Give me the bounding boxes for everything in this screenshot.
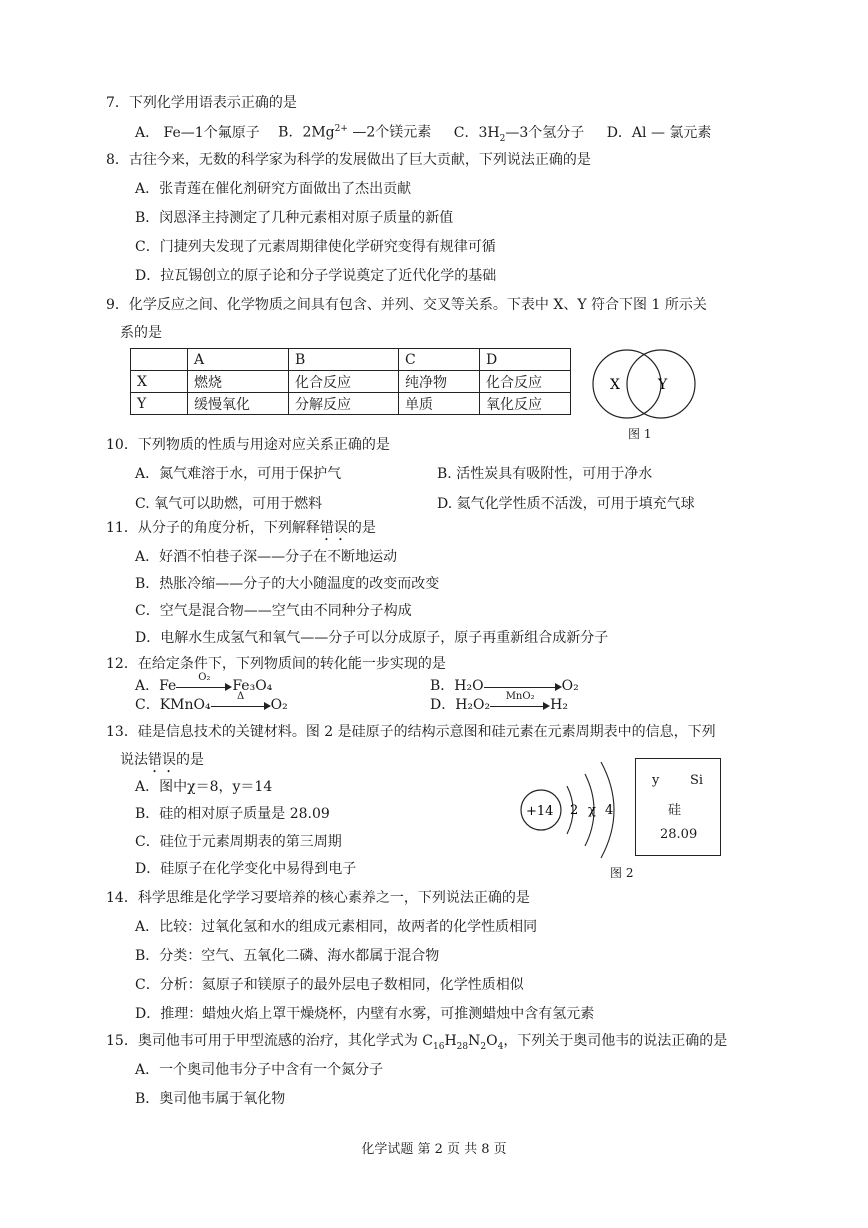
table-row	[131, 349, 571, 371]
table-cell: 单质	[399, 393, 480, 415]
venn-diagram	[585, 345, 705, 425]
q7-stem: 7．下列化学用语表示正确的是	[106, 95, 297, 111]
q10-option-d: D. 氦气化学性质不活泼，可用于填充气球	[437, 496, 695, 512]
shell-1-electrons: 2	[570, 803, 579, 818]
q12-option-c: C．KMnO₄ Δ O₂	[135, 691, 288, 713]
figure-2-caption: 图 2	[610, 866, 634, 880]
table-cell: 燃烧	[188, 371, 289, 393]
q7-options	[135, 119, 711, 148]
q10-option-a: A．氮气难溶于水，可用于保护气	[135, 466, 342, 482]
q8-option-a: A．张青莲在催化剂研究方面做出了杰出贡献	[135, 181, 412, 197]
q9-stem-line2: 系的是	[120, 325, 162, 341]
table-cell: 氧化反应	[480, 393, 571, 415]
table-cell: 分解反应	[289, 393, 399, 415]
shell-3-electrons: 4	[605, 803, 614, 818]
q10-option-c: C. 氧气可以助燃，可用于燃料	[135, 496, 323, 512]
q8-stem: 8．古往今来，无数的科学家为科学的发展做出了巨大贡献，下列说法正确的是	[106, 152, 591, 168]
table-row	[131, 371, 571, 393]
q14-option-b: B．分类：空气、五氧化二磷、海水都属于混合物	[135, 948, 440, 964]
table-cell: A	[188, 349, 289, 371]
reaction-arrow: Δ	[211, 698, 271, 712]
page-footer: 化学试题 第 2 页 共 8 页	[361, 1142, 507, 1157]
atomic-number: y	[652, 773, 660, 788]
table-row	[131, 393, 571, 415]
table-cell: 缓慢氧化	[188, 393, 289, 415]
q14-option-c: C．分析：氦原子和镁原子的最外层电子数相同，化学性质相似	[135, 977, 524, 993]
q13-option-b: B．硅的相对原子质量是 28.09	[135, 806, 330, 822]
q11-option-d: D．电解水生成氢气和氧气——分子可以分成原子，原子再重新组合成新分子	[135, 630, 609, 646]
q15-stem: 15．奥司他韦可用于甲型流感的治疗，其化学式为 $C_{16}H_{28}N_2O_4$，下列关于奥司他韦的说法正确的是	[106, 1033, 728, 1052]
q15-option-a: A．一个奥司他韦分子中含有一个氮分子	[135, 1062, 384, 1078]
atom-nucleus-charge: +14	[526, 804, 554, 819]
q13-option-a: A．图中χ＝8，y＝14	[135, 779, 273, 795]
q12-option-b: B．H₂O O₂	[430, 678, 579, 694]
venn-label-y: Y	[658, 377, 668, 393]
q14-option-a: A．比较：过氧化氢和水的组成元素相同，故两者的化学性质相同	[135, 919, 538, 935]
q9-table	[130, 348, 571, 415]
table-cell: Y	[131, 393, 188, 415]
q7-option-a: A． Fe—1个氟原子	[135, 124, 260, 141]
table-cell: 纯净物	[399, 371, 480, 393]
q8-option-b: B．闵恩泽主持测定了几种元素相对原子质量的新值	[135, 210, 454, 226]
q8-option-d: D．拉瓦锡创立的原子论和分子学说奠定了近代化学的基础	[135, 268, 497, 284]
q13-stem-line2: 说法错误的是	[120, 752, 204, 768]
q9-stem-line1: 9．化学反应之间、化学物质之间具有包含、并列、交叉等关系。下表中 X、Y 符合下图 1 所示关	[106, 297, 707, 313]
q7-option-c: C．$3H_2—3$个氢分子	[453, 124, 585, 144]
q14-stem: 14．科学思维是化学学习要培养的核心素养之一，下列说法正确的是	[106, 890, 530, 906]
periodic-table-cell	[635, 758, 721, 856]
q11-option-a: A．好酒不怕巷子深——分子在不断地运动	[135, 549, 398, 565]
q10-option-b: B. 活性炭具有吸附性，可用于净水	[437, 466, 653, 482]
q11-stem: 11．从分子的角度分析，下列解释错误的是	[106, 520, 376, 536]
q7-option-b: B．$2Mg^{2+}$ —2个镁元素	[278, 124, 432, 141]
q13-option-c: C．硅位于元素周期表的第三周期	[135, 834, 342, 850]
q13-option-d: D．硅原子在化学变化中易得到电子	[135, 861, 357, 877]
silicon-atom-diagram	[515, 750, 625, 860]
q14-option-d: D．推理：蜡烛火焰上罩干燥烧杯，内壁有水雾，可推测蜡烛中含有氢元素	[135, 1006, 595, 1022]
table-cell: D	[480, 349, 571, 371]
figure-1-caption: 图 1	[628, 427, 652, 441]
venn-label-x: X	[610, 377, 620, 393]
q8-option-c: C．门捷列夫发现了元素周期律使化学研究变得有规律可循	[135, 239, 496, 255]
q7-option-d: D．Al — 氯元素	[606, 124, 712, 141]
table-cell: 化合反应	[289, 371, 399, 393]
q15-option-b: B．奥司他韦属于氧化物	[135, 1091, 286, 1107]
q11-option-c: C．空气是混合物——空气由不同种分子构成	[135, 603, 412, 619]
reaction-arrow: MnO₂	[490, 698, 550, 712]
atomic-mass: 28.09	[660, 827, 698, 842]
element-symbol: Si	[690, 773, 704, 788]
table-cell	[131, 349, 188, 371]
q10-stem: 10．下列物质的性质与用途对应关系正确的是	[106, 437, 390, 453]
reaction-arrow: O₂	[176, 679, 232, 693]
table-cell: C	[399, 349, 480, 371]
table-cell: 化合反应	[480, 371, 571, 393]
q11-option-b: B．热胀冷缩——分子的大小随温度的改变而改变	[135, 576, 440, 592]
emphasis-text: 错误	[319, 520, 348, 536]
element-name: 硅	[668, 803, 682, 818]
table-cell: X	[131, 371, 188, 393]
table-cell: B	[289, 349, 399, 371]
emphasis-text: 错误	[148, 752, 176, 768]
q13-stem-line1: 13．硅是信息技术的关键材料。图 2 是硅原子的结构示意图和硅元素在元素周期表中的信息，下列	[106, 724, 716, 740]
shell-2-electrons: χ	[588, 803, 596, 818]
q12-option-a: A．Fe O₂ Fe₃O₄	[135, 672, 273, 694]
q12-option-d: D．H₂O₂ MnO₂ H₂	[430, 691, 568, 713]
q12-stem: 12．在给定条件下，下列物质间的转化能一步实现的是	[106, 656, 446, 672]
